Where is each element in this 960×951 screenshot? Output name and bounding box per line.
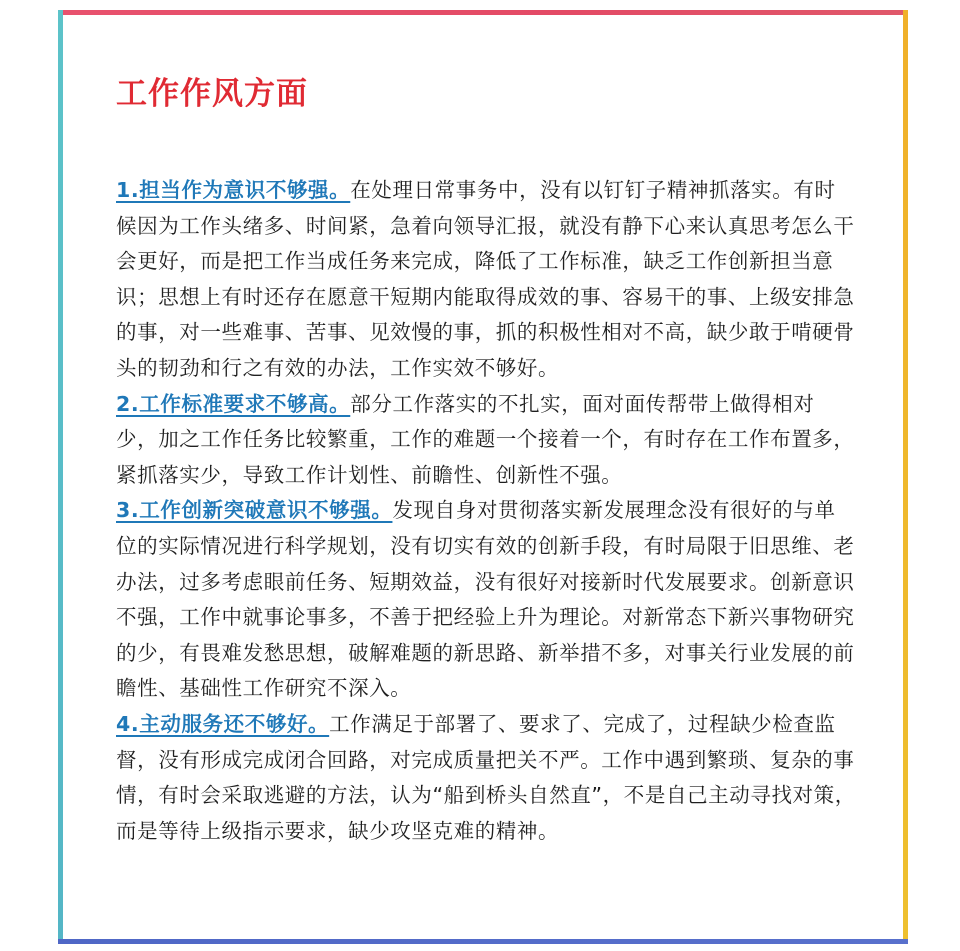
section-1-title: 1.担当作为意识不够强。: [116, 178, 351, 202]
section-2: [116, 387, 856, 494]
section-1-text: 在处理日常事务中，没有以钉钉子精神抓落实。有时候因为工作头绪多、时间紧，急着向领导汇报，就没有静下心来认真思考怎么干会更好，而是把工作当成任务来完成，降低了工作标准，缺乏工作创新担当意识；思想上有时还存在愿意干短期内能取得成效的事、容易干的事、上级安排急的事，对一些难事、苦事、见效慢的事，抓的积极性相对不高，缺少敢于啃硬骨头的韧劲和行之有效的办法，工作实效不够好。: [116, 178, 855, 380]
section-4: [116, 707, 856, 849]
page-title: 工作作风方面: [116, 76, 308, 112]
section-3-title: 3.工作创新突破意识不够强。: [116, 498, 393, 523]
section-3-text: 发现自身对贯彻落实新发展理念没有很好的与单位的实际情况进行科学规划，没有切实有效的创新手段，有时局限于旧思维、老办法，过多考虑眼前任务、短期效益，没有很好对接新时代发展要求。创新意识不强，工作中就事论事多，不善于把经验上升为理论。对新常态下新兴事物研究的少，有畏难发愁思想，破解难题的新思路、新举措不多，对事关行业发展的前瞻性、基础性工作研究不深入。: [116, 498, 855, 701]
frame-border-top: [58, 10, 908, 15]
section-2-text: 部分工作落实的不扎实，面对面传帮带上做得相对少，加之工作任务比较繁重，工作的难题一个接着一个，有时存在工作布置多，紧抓落实少，导致工作计划性、前瞻性、创新性不强。: [116, 391, 855, 487]
document-body: [116, 173, 856, 849]
section-3: [116, 493, 856, 707]
section-4-title: 4.主动服务还不够好。: [116, 711, 330, 736]
frame-border-left: [58, 10, 63, 944]
frame-border-right: [903, 10, 908, 944]
section-4-text: 工作满足于部署了、要求了、完成了，过程缺少检查监督，没有形成完成闭合回路，对完成质量把关不严。工作中遇到繁琐、复杂的事情，有时会采取逃避的方法，认为“船到桥头自然直”，不是自己主动寻找对策，而是等待上级指示要求，缺少攻坚克难的精神。: [116, 711, 856, 843]
section-1: [116, 173, 856, 387]
section-2-title: 2.工作标准要求不够高。: [116, 391, 351, 416]
frame-border-bottom: [58, 939, 908, 944]
